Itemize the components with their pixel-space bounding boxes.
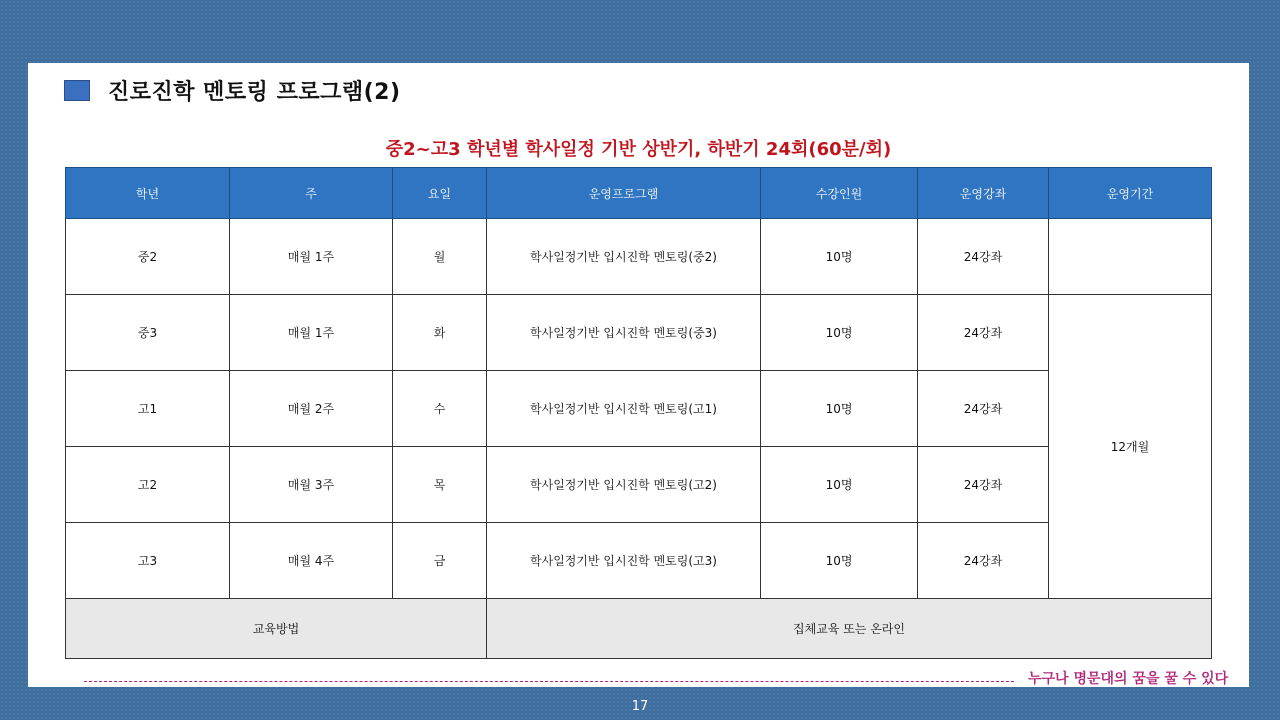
cell-grade: 중3 (66, 295, 230, 371)
table-row (66, 523, 1212, 599)
cell-program: 학사일정기반 입시진학 멘토링(고3) (487, 523, 761, 599)
table-row (66, 295, 1212, 371)
cell-lectures: 24강좌 (918, 447, 1049, 523)
header-lectures: 운영강좌 (918, 168, 1049, 219)
cell-grade: 중2 (66, 219, 230, 295)
cell-lectures: 24강좌 (918, 371, 1049, 447)
cell-program: 학사일정기반 입시진학 멘토링(고2) (487, 447, 761, 523)
cell-day: 월 (393, 219, 487, 295)
cell-day: 금 (393, 523, 487, 599)
cell-day: 수 (393, 371, 487, 447)
table-row (66, 219, 1212, 295)
cell-week: 매월 1주 (230, 219, 393, 295)
square-bullet-icon (64, 80, 90, 101)
cell-grade: 고2 (66, 447, 230, 523)
cell-count: 10명 (761, 447, 918, 523)
cell-day: 목 (393, 447, 487, 523)
slide (28, 63, 1249, 687)
cell-count: 10명 (761, 371, 918, 447)
page-title: 진로진학 멘토링 프로그램(2) (108, 80, 401, 105)
subtitle: 중2~고3 학년별 학사일정 기반 상반기, 하반기 24회(60분/회) (385, 139, 892, 160)
title-area (64, 75, 401, 106)
cell-lectures: 24강좌 (918, 219, 1049, 295)
cell-grade: 고1 (66, 371, 230, 447)
method-label: 교육방법 (66, 599, 487, 659)
header-day: 요일 (393, 168, 487, 219)
cell-count: 10명 (761, 523, 918, 599)
cell-count: 10명 (761, 219, 918, 295)
cell-lectures: 24강좌 (918, 523, 1049, 599)
cell-program: 학사일정기반 입시진학 멘토링(중3) (487, 295, 761, 371)
table-row (66, 371, 1212, 447)
cell-week: 매월 4주 (230, 523, 393, 599)
header-count: 수강인원 (761, 168, 918, 219)
footer-divider (84, 681, 1014, 682)
cell-day: 화 (393, 295, 487, 371)
table-row (66, 447, 1212, 523)
method-row (66, 599, 1212, 659)
header-week: 주 (230, 168, 393, 219)
cell-program: 학사일정기반 입시진학 멘토링(중2) (487, 219, 761, 295)
header-period: 운영기간 (1049, 168, 1212, 219)
cell-period-empty (1049, 219, 1212, 295)
cell-count: 10명 (761, 295, 918, 371)
cell-grade: 고3 (66, 523, 230, 599)
cell-week: 매월 3주 (230, 447, 393, 523)
cell-lectures: 24강좌 (918, 295, 1049, 371)
cell-period: 12개월 (1049, 295, 1212, 599)
slogan: 누구나 명문대의 꿈을 꿀 수 있다 (1028, 671, 1229, 687)
header-program: 운영프로그램 (487, 168, 761, 219)
header-grade: 학년 (66, 168, 230, 219)
method-value: 집체교육 또는 온라인 (487, 599, 1212, 659)
table-header-row (66, 168, 1212, 219)
cell-week: 매월 1주 (230, 295, 393, 371)
cell-week: 매월 2주 (230, 371, 393, 447)
schedule-table (65, 167, 1212, 659)
page-number: 17 (631, 699, 649, 714)
cell-program: 학사일정기반 입시진학 멘토링(고1) (487, 371, 761, 447)
